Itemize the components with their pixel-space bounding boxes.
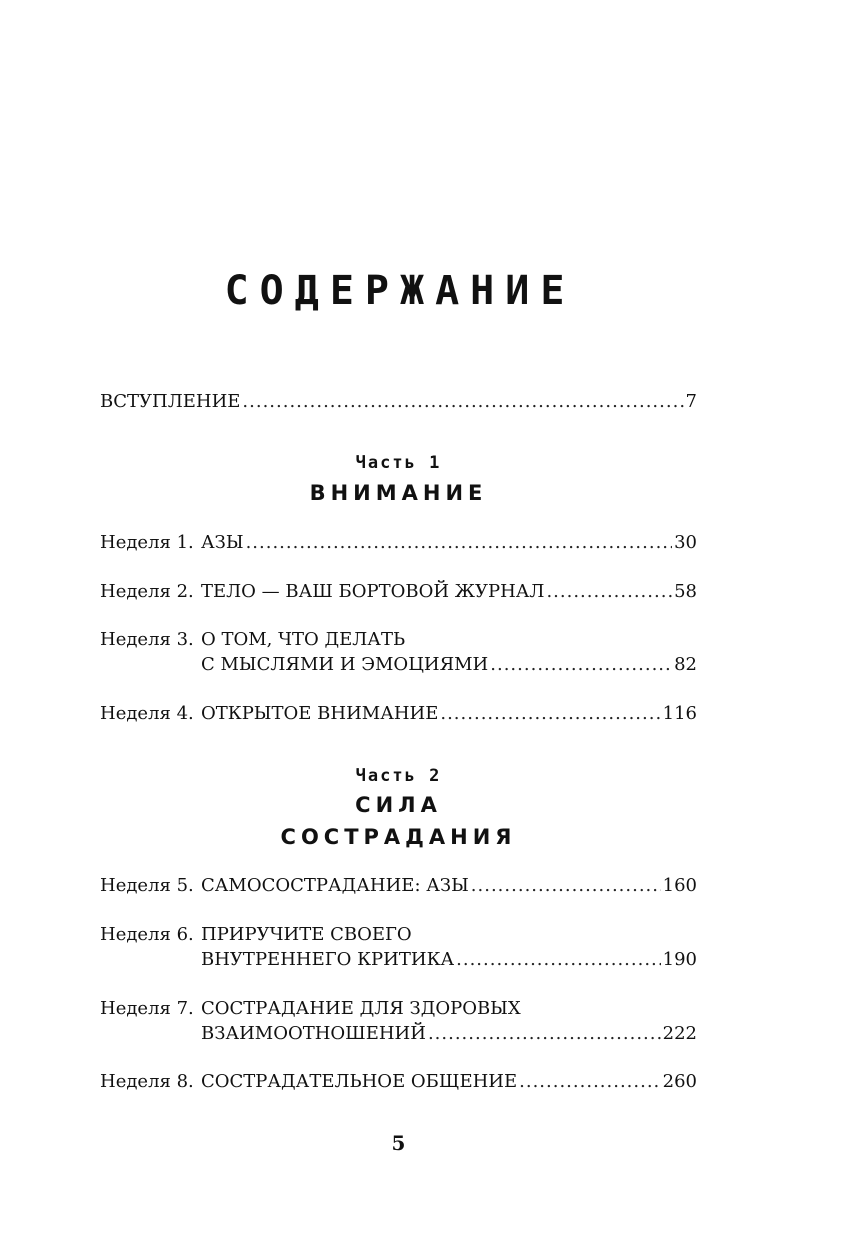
dot-leader — [471, 873, 661, 898]
dot-leader — [490, 652, 672, 677]
toc-entry-intro — [100, 389, 697, 414]
toc-entry-week-4 — [100, 701, 697, 726]
dot-leader — [242, 389, 683, 414]
entry-week: Неделя 5. — [100, 875, 194, 896]
toc-title: СОДЕРЖАНИЕ — [224, 268, 576, 314]
dot-leader — [428, 1021, 661, 1046]
entry-week: Неделя 8. — [100, 1071, 194, 1092]
entry-page: 7 — [685, 391, 697, 412]
entry-week: Неделя 1. — [100, 532, 194, 553]
entry-page: 30 — [674, 532, 697, 553]
entry-title: ОТКРЫТОЕ ВНИМАНИЕ — [201, 703, 439, 724]
toc-entry-week-6 — [100, 922, 697, 972]
part-1-title: ВНИМАНИЕ — [309, 481, 488, 505]
entry-page: 58 — [674, 581, 697, 602]
dot-leader — [546, 579, 672, 604]
entry-week: Неделя 6. — [100, 924, 194, 945]
toc-entry-week-5 — [100, 873, 697, 898]
entry-week: Неделя 3. — [100, 629, 194, 650]
entry-title-continued: С МЫСЛЯМИ И ЭМОЦИЯМИ — [201, 654, 489, 675]
toc-entry-week-8 — [100, 1069, 697, 1094]
entry-title-continued: ВЗАИМООТНОШЕНИЙ — [201, 1023, 426, 1044]
entry-title: САМОСОСТРАДАНИЕ: АЗЫ — [201, 875, 469, 896]
dot-leader — [456, 947, 661, 972]
part-2-title-line-2: СОСТРАДАНИЯ — [280, 825, 517, 849]
entry-week: Неделя 7. — [100, 998, 194, 1019]
entry-title-continued: ВНУТРЕННЕГО КРИТИКА — [201, 949, 455, 970]
entry-page: 260 — [662, 1071, 697, 1092]
dot-leader — [519, 1069, 661, 1094]
part-2-label: Часть 2 — [355, 766, 442, 786]
entry-page: 160 — [662, 875, 697, 896]
toc-entry-week-2 — [100, 579, 697, 604]
entry-title: ПРИРУЧИТЕ СВОЕГО — [201, 924, 412, 945]
entry-title: АЗЫ — [201, 532, 244, 553]
page-number: 5 — [391, 1131, 406, 1155]
entry-page: 116 — [662, 703, 697, 724]
entry-page: 222 — [662, 1023, 697, 1044]
toc-entry-week-3 — [100, 627, 697, 677]
entry-page: 190 — [662, 949, 697, 970]
entry-title: СОСТРАДАНИЕ ДЛЯ ЗДОРОВЫХ — [201, 998, 521, 1019]
toc-entry-week-1 — [100, 530, 697, 555]
part-1-label: Часть 1 — [355, 453, 442, 473]
entry-title: О ТОМ, ЧТО ДЕЛАТЬ — [201, 629, 406, 650]
entry-week: Неделя 4. — [100, 703, 194, 724]
entry-page: 82 — [674, 654, 697, 675]
dot-leader — [246, 530, 673, 555]
entry-week: Неделя 2. — [100, 581, 194, 602]
entry-title: СОСТРАДАТЕЛЬНОЕ ОБЩЕНИЕ — [201, 1071, 518, 1092]
entry-title: ВСТУПЛЕНИЕ — [100, 391, 241, 412]
dot-leader — [440, 701, 660, 726]
entry-title: ТЕЛО — ВАШ БОРТОВОЙ ЖУРНАЛ — [201, 581, 545, 602]
part-2-title-line-1: СИЛА — [355, 793, 442, 817]
toc-entry-week-7 — [100, 996, 697, 1046]
